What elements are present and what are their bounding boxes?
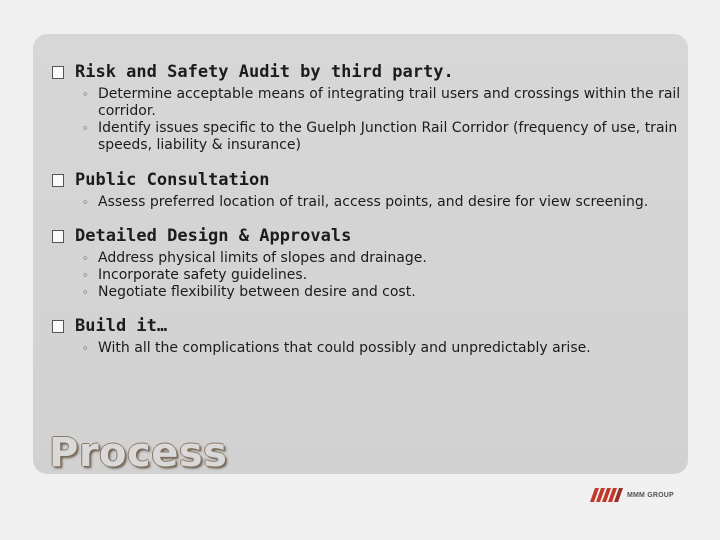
bullet-row — [52, 60, 682, 84]
section-build — [52, 314, 682, 357]
sub-item — [82, 340, 682, 357]
sub-list — [82, 194, 682, 211]
section-risk-audit — [52, 60, 682, 154]
section-heading: Risk and Safety Audit by third party. — [75, 62, 454, 82]
sub-item-text: Identify issues specific to the Guelph Junction Rail Corridor (frequency of use, train speeds, liability & insurance) — [98, 120, 678, 153]
sub-list — [82, 340, 682, 357]
section-public-consultation — [52, 168, 682, 211]
sub-item — [82, 267, 682, 284]
ring-bullet-icon: ◦ — [82, 286, 89, 299]
section-detailed-design — [52, 224, 682, 301]
slide-title: Process — [49, 430, 228, 476]
ring-bullet-icon: ◦ — [82, 342, 89, 355]
section-heading: Build it… — [75, 316, 168, 336]
ring-bullet-icon: ◦ — [82, 269, 89, 282]
checkbox-square-icon — [52, 230, 64, 243]
sub-item-text: Incorporate safety guidelines. — [98, 267, 308, 283]
sub-list — [82, 250, 682, 301]
mmm-logo-icon — [590, 488, 624, 502]
sub-item — [82, 120, 682, 154]
logo-text: MMM GROUP — [627, 491, 674, 499]
sub-item-text: Assess preferred location of trail, access points, and desire for view screening. — [98, 194, 649, 210]
section-heading: Public Consultation — [75, 170, 270, 190]
section-heading: Detailed Design & Approvals — [75, 226, 352, 246]
ring-bullet-icon: ◦ — [82, 122, 89, 135]
bullet-row — [52, 224, 682, 248]
checkbox-square-icon — [52, 174, 64, 187]
ring-bullet-icon: ◦ — [82, 252, 89, 265]
bullet-row — [52, 168, 682, 192]
checkbox-square-icon — [52, 66, 64, 79]
ring-bullet-icon: ◦ — [82, 88, 89, 101]
company-logo — [590, 488, 674, 502]
sub-item — [82, 194, 682, 211]
sub-item-text: With all the complications that could possibly and unpredictably arise. — [98, 340, 591, 356]
sub-item — [82, 284, 682, 301]
sub-item-text: Address physical limits of slopes and drainage. — [98, 250, 427, 266]
sub-item — [82, 86, 682, 120]
ring-bullet-icon: ◦ — [82, 196, 89, 209]
sub-item — [82, 250, 682, 267]
bullet-list — [52, 60, 682, 357]
sub-item-text: Negotiate flexibility between desire and cost. — [98, 284, 416, 300]
sub-item-text: Determine acceptable means of integrating trail users and crossings within the rail corridor. — [98, 86, 681, 119]
bullet-row — [52, 314, 682, 338]
sub-list — [82, 86, 682, 154]
checkbox-square-icon — [52, 320, 64, 333]
